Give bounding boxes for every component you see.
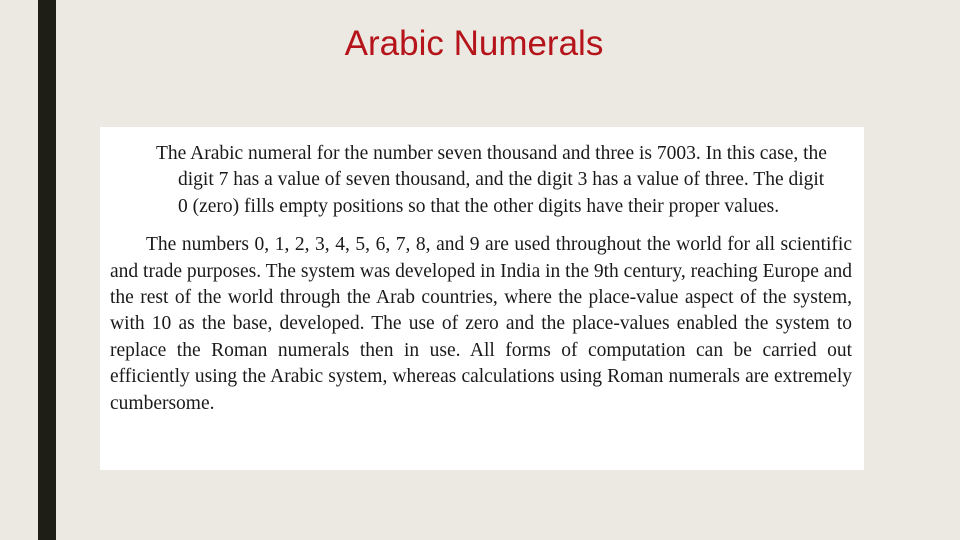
left-accent-bar: [38, 0, 56, 540]
text-image-box: [100, 127, 864, 470]
slide-title: Arabic Numerals: [344, 24, 604, 63]
paragraph-1: The Arabic numeral for the number seven thousand and three is 7003. In this case, the digit 7 has a value of seven thousand, and the digit 3 has a value of three. The digit 0 (zero) fills empty positions so that the other digits have their proper values.: [156, 143, 827, 217]
paragraph-2: The numbers 0, 1, 2, 3, 4, 5, 6, 7, 8, and 9 are used throughout the world for all scientific and trade purposes. The system was developed in India in the 9th century, reaching Europe and the rest of the world through the Arab countries, where the place-value aspect of the system, with 10 as the base, developed. The use of zero and the place-values enabled the system to replace the Roman numerals then in use. All forms of computation can be carried out efficiently using the Arabic system, whereas calculations using Roman numerals are extremely cumbersome.: [110, 234, 852, 414]
